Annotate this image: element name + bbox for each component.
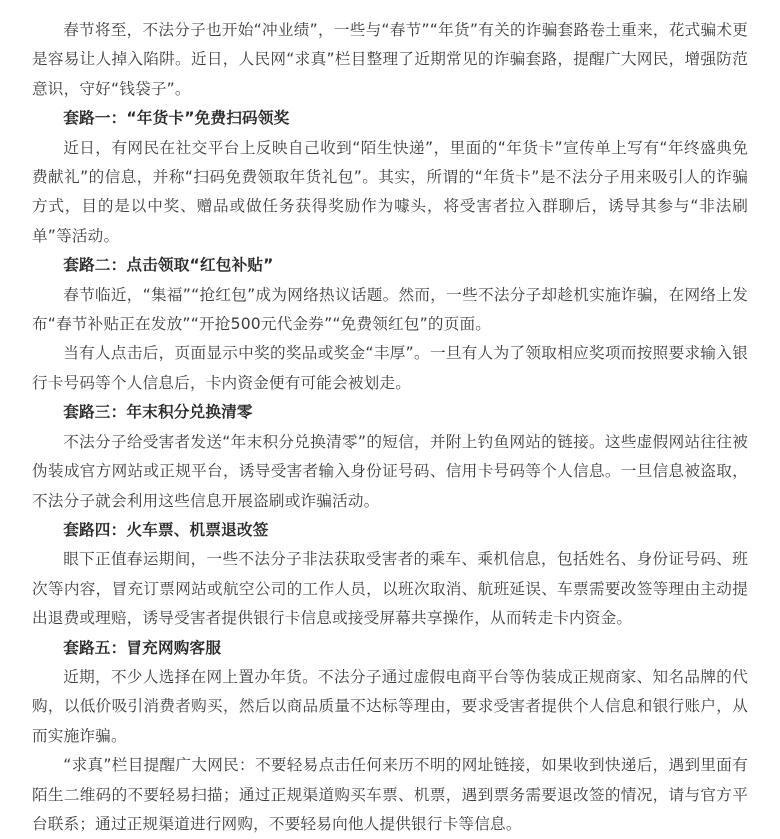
section-1-paragraph-1: 近日，有网民在社交平台上反映自己收到“陌生快递”，里面的“年货卡”宣传单上写有“年终盛典免费献礼”的信息，并称“扫码免费领取年货礼包”。其实，所谓的“年货卡”是不法分子用来吸引人的诈骗方式，目的是以中奖、赠品或做任务获得奖励作为噱头，将受害者拉入群聊后，诱导其参与“非法刷单”等活动。: [32, 138, 748, 245]
section-4-paragraph-1: 眼下正值春运期间，一些不法分子非法获取受害者的乘车、乘机信息，包括姓名、身份证号码、班次等内容，冒充订票网站或航空公司的工作人员，以班次取消、航班延误、车票需要改签等理由主动提出退费或理赔，诱导受害者提供银行卡信息或接受屏幕共享操作，从而转走卡内资金。: [32, 550, 748, 628]
section-2-paragraph-2: 当有人点击后，页面显示中奖的奖品或奖金“丰厚”。一旦有人为了领取相应奖项而按照要求输入银行卡号码等个人信息后，卡内资金便有可能会被划走。: [32, 344, 748, 392]
section-3-paragraph-1: 不法分子给受害者发送“年末积分兑换清零”的短信，并附上钓鱼网站的链接。这些虚假网站往往被伪装成官方网站或正规平台，诱导受害者输入身份证号码、信用卡号码等个人信息。一旦信息被盗取，不法分子就会利用这些信息开展盗刷或诈骗活动。: [32, 432, 748, 510]
section-2-paragraph-1: 春节临近，“集福”“抢红包”成为网络热议话题。然而，一些不法分子却趁机实施诈骗，在网络上发布“春节补贴正在发放”“开抢500元代金券”“免费领红包”的页面。: [32, 285, 748, 334]
section-5-paragraph-1: 近期，不少人选择在网上置办年货。不法分子通过虚假电商平台等伪装成正规商家、知名品牌的代购，以低价吸引消费者购买，然后以商品质量不达标等理由，要求受害者提供个人信息和银行账户，从而实施诈骗。: [32, 667, 748, 745]
intro-paragraph: 春节将至，不法分子也开始“冲业绩”，一些与“春节”“年货”有关的诈骗套路卷土重来，花式骗术更是容易让人掉入陷阱。近日，人民网“求真”栏目整理了近期常见的诈骗套路，提醒广大网民，增强防范意识，守好“钱袋子”。: [32, 21, 748, 98]
closing-reminder-paragraph: “求真”栏目提醒广大网民：不要轻易点击任何来历不明的网址链接，如果收到快递后，遇到里面有陌生二维码的不要轻易扫描；通过正规渠道购买车票、机票，遇到票务需要退改签的情况，请与官方平台联系；通过正规渠道进行网购，不要轻易向他人提供银行卡等信息。: [32, 756, 748, 833]
section-title-4: 套路四：火车票、机票退改签: [63, 520, 269, 539]
section-title-3: 套路三：年末积分兑换清零: [63, 403, 253, 422]
article-body: [32, 16, 748, 839]
section-title-1: 套路一：“年货卡”免费扫码领奖: [63, 109, 290, 128]
section-title-5: 套路五：冒充网购客服: [63, 638, 222, 657]
section-title-2: 套路二：点击领取“红包补贴”: [63, 256, 274, 275]
